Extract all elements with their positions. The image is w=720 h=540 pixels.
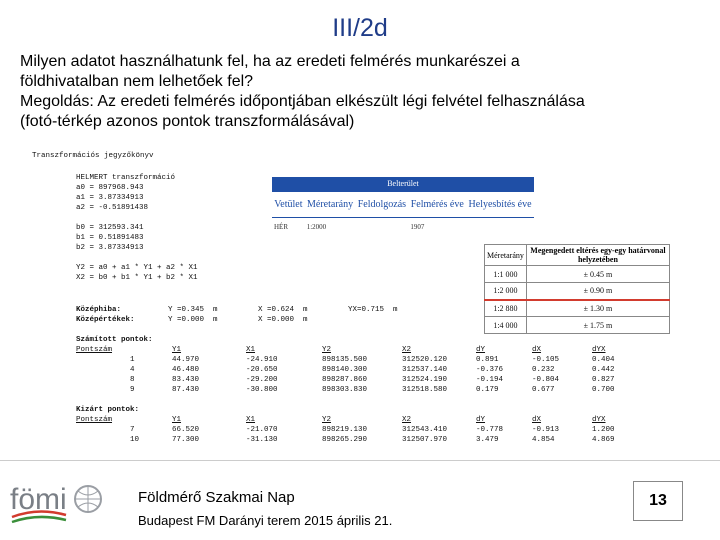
- table-cell: 312524.190: [402, 376, 448, 384]
- table-cell: -0.913: [532, 426, 560, 434]
- table-cell: -0.804: [532, 376, 560, 384]
- table-cell: 898135.500: [322, 356, 368, 364]
- table-cell: 83.430: [172, 376, 200, 384]
- tolerance-value: ± 1.75 m: [526, 317, 669, 334]
- table-cell: 898140.300: [322, 366, 368, 374]
- mean-y: Y =0.000 m: [168, 316, 218, 324]
- belterulet-title: Belterület: [272, 177, 534, 191]
- fomi-logo: [8, 469, 104, 535]
- table-cell: 0.179: [476, 386, 499, 394]
- table-cell: -31.130: [246, 436, 278, 444]
- formula-x: X2 = b0 + b1 * Y1 + b2 * X1: [76, 274, 198, 282]
- col-helyesbites-eve: Helyesbítés éve: [466, 191, 534, 217]
- svg-text:fömi: fömi: [10, 483, 67, 516]
- table-cell: 4: [130, 366, 135, 374]
- col-vetulet: Vetület: [272, 191, 305, 217]
- table-cell: 312507.970: [402, 436, 448, 444]
- table-cell: 7: [130, 426, 135, 434]
- tolerance-table: [484, 244, 670, 334]
- param-a1: a1 = 3.87334913: [76, 194, 144, 202]
- table-cell: 0.404: [592, 356, 615, 364]
- question-line: Megoldás: Az eredeti felmérés időpontjában elkészült légi felvétel felhasználása: [20, 93, 585, 110]
- param-b0: b0 = 312593.341: [76, 224, 144, 232]
- table-cell: 312518.580: [402, 386, 448, 394]
- table-cell: 1: [130, 356, 135, 364]
- mean-x: X =0.000 m: [258, 316, 308, 324]
- table-cell: 9: [130, 386, 135, 394]
- column-header: X1: [246, 346, 256, 354]
- table-cell: 0.827: [592, 376, 615, 384]
- tolerance-value: ± 0.45 m: [526, 266, 669, 283]
- tolerance-row-highlighted: [485, 283, 670, 300]
- fomi-logo-icon: [8, 469, 104, 535]
- column-header: dY: [476, 416, 486, 424]
- table-cell: 44.970: [172, 356, 200, 364]
- param-a2: a2 = -0.51891438: [76, 204, 149, 212]
- column-header: X1: [246, 416, 256, 424]
- tolerance-scale: 1:2 000: [485, 283, 527, 300]
- table-cell: 0.677: [532, 386, 555, 394]
- column-header: Y1: [172, 346, 182, 354]
- table-cell: 898303.830: [322, 386, 368, 394]
- column-header: X2: [402, 346, 412, 354]
- table-cell: -24.910: [246, 356, 278, 364]
- column-header: Y2: [322, 346, 332, 354]
- column-header: Y1: [172, 416, 182, 424]
- table-cell: 66.520: [172, 426, 200, 434]
- table-cell: 4.854: [532, 436, 555, 444]
- computed-points-title: Számított pontok:: [76, 336, 153, 344]
- cell-feldolgozas: [355, 217, 408, 237]
- stat-yx: YX=0.715 m: [348, 306, 398, 314]
- param-a0: a0 = 897968.943: [76, 184, 144, 192]
- tolerance-col-deviation: Megengedett eltérés egy-egy határvonal helyzetében: [526, 245, 669, 266]
- col-feldolgozas: Feldolgozás: [355, 191, 408, 217]
- question-text: [20, 52, 710, 132]
- page-number: 13: [633, 481, 683, 521]
- table-cell: 8: [130, 376, 135, 384]
- stat-x: X =0.624 m: [258, 306, 308, 314]
- col-felmeres-eve: Felmérés éve: [408, 191, 466, 217]
- table-cell: 0.700: [592, 386, 615, 394]
- column-header: Pontszám: [76, 346, 113, 354]
- event-venue: Budapest FM Darányi terem 2015 április 21.: [138, 513, 393, 528]
- belterulet-table: [272, 177, 534, 237]
- param-b1: b1 = 0.51891483: [76, 234, 144, 242]
- table-cell: -29.200: [246, 376, 278, 384]
- table-cell: 46.480: [172, 366, 200, 374]
- tolerance-scale: 1:1 000: [485, 266, 527, 283]
- param-b2: b2 = 3.87334913: [76, 244, 144, 252]
- means-label: Középértékek:: [76, 316, 135, 324]
- table-cell: 898287.860: [322, 376, 368, 384]
- table-cell: 1.200: [592, 426, 615, 434]
- column-header: dX: [532, 346, 542, 354]
- question-line: Milyen adatot használhatunk fel, ha az eredeti felmérés munkarészei a: [20, 53, 520, 70]
- column-header: Pontszám: [76, 416, 113, 424]
- column-header: dYX: [592, 416, 606, 424]
- tolerance-row: [485, 266, 670, 283]
- stat-y: Y =0.345 m: [168, 306, 218, 314]
- tolerance-row: [485, 300, 670, 317]
- table-cell: 0.442: [592, 366, 615, 374]
- column-header: dY: [476, 346, 486, 354]
- table-cell: 898219.130: [322, 426, 368, 434]
- table-cell: -0.778: [476, 426, 504, 434]
- column-header: X2: [402, 416, 412, 424]
- column-header: Y2: [322, 416, 332, 424]
- helmert-label: HELMERT transzformáció: [76, 174, 176, 182]
- table-cell: 10: [130, 436, 140, 444]
- tolerance-value: ± 1.30 m: [526, 300, 669, 317]
- table-cell: 0.232: [532, 366, 555, 374]
- tolerance-scale: 1:2 880: [485, 300, 527, 317]
- column-header: dYX: [592, 346, 606, 354]
- column-header: dX: [532, 416, 542, 424]
- slide-footer: [0, 460, 720, 540]
- cell-meretarany: 1:2000: [306, 223, 327, 232]
- cell-vetulet: HÉR: [274, 223, 288, 232]
- table-cell: -20.650: [246, 366, 278, 374]
- table-cell: 312537.140: [402, 366, 448, 374]
- table-cell: 312520.120: [402, 356, 448, 364]
- protocol-header: Transzformációs jegyzőkönyv: [32, 152, 154, 160]
- table-cell: 312543.410: [402, 426, 448, 434]
- tolerance-col-scale: Méretarány: [485, 245, 527, 266]
- question-line: (fotó-térkép azonos pontok transzformálásával): [20, 113, 355, 130]
- formula-y: Y2 = a0 + a1 * Y1 + a2 * X1: [76, 264, 198, 272]
- slide-title: III/2d: [332, 14, 388, 42]
- col-meretarany: Méretarány: [305, 191, 356, 217]
- tolerance-value: ± 0.90 m: [526, 283, 669, 300]
- excluded-points-title: Kizárt pontok:: [76, 406, 140, 414]
- cell-felmeres-eve: 1907: [410, 223, 425, 232]
- table-cell: -0.105: [532, 356, 560, 364]
- tolerance-scale: 1:4 000: [485, 317, 527, 334]
- table-cell: 0.891: [476, 356, 499, 364]
- table-cell: -30.800: [246, 386, 278, 394]
- table-cell: 87.430: [172, 386, 200, 394]
- table-cell: -21.070: [246, 426, 278, 434]
- table-cell: -0.376: [476, 366, 504, 374]
- table-cell: 4.869: [592, 436, 615, 444]
- stats-label: Középhiba:: [76, 306, 122, 314]
- tolerance-row: [485, 317, 670, 334]
- cell-helyesbites-eve: [466, 217, 534, 237]
- question-line: földhivatalban nem lelhetőek fel?: [20, 73, 254, 90]
- event-name: Földmérő Szakmai Nap: [138, 489, 295, 506]
- table-cell: -0.194: [476, 376, 504, 384]
- table-cell: 898265.290: [322, 436, 368, 444]
- table-cell: 77.300: [172, 436, 200, 444]
- table-cell: 3.479: [476, 436, 499, 444]
